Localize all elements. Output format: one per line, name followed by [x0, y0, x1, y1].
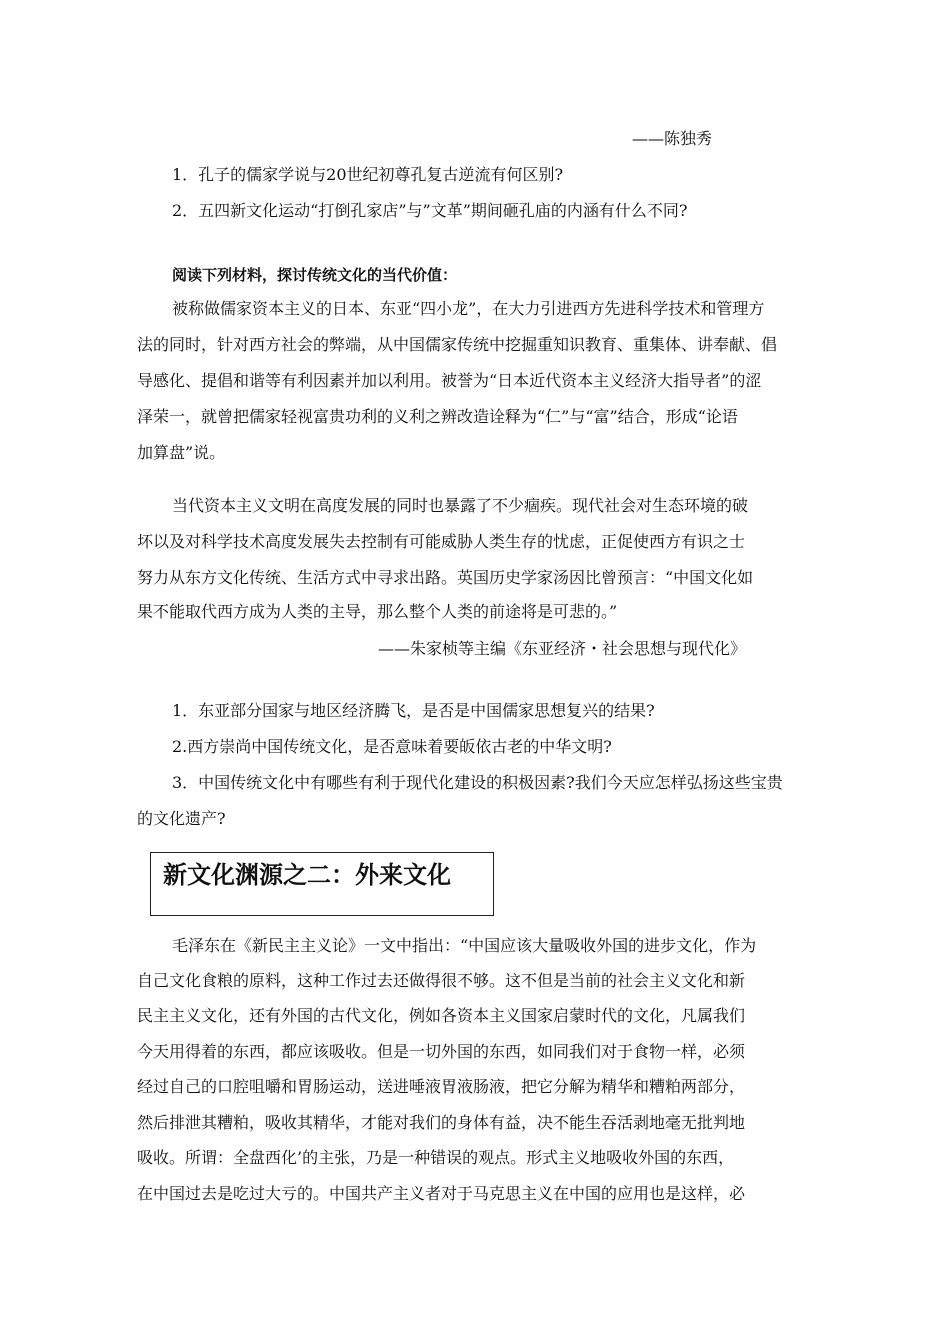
attribution-zhu-jiazhen: ——朱家桢等主编《东亚经济・社会思想与现代化》	[378, 639, 747, 658]
paragraph-line: 果不能取代西方成为人类的主导，那么整个人类的前途将是可悲的。”	[137, 602, 618, 621]
paragraph-line: 自己文化食粮的原料，这种工作过去还做得很不够。这不但是当前的社会主义文化和新	[137, 971, 746, 990]
question-2-3: 3．中国传统文化中有哪些有利于现代化建设的积极因素?我们今天应怎样弘扬这些宝贵	[172, 773, 783, 792]
question-2-1: 1．东亚部分国家与地区经济腾飞，是否是中国儒家思想复兴的结果?	[172, 701, 655, 720]
paragraph-line: 民主主义文化，还有外国的古代文化，例如各资本主义国家启蒙时代的文化，凡属我们	[137, 1006, 746, 1025]
paragraph-line: 加算盘”说。	[137, 443, 226, 462]
question-1-2: 2．五四新文化运动“打倒孔家店”与”文革”期间砸孔庙的内涵有什么不同?	[172, 201, 688, 220]
section-heading-box	[150, 852, 494, 916]
question-1-1: 1．孔子的儒家学说与20世纪初尊孔复古逆流有何区别?	[172, 165, 564, 184]
question-2-2: 2.西方崇尚中国传统文化，是否意味着要皈依古老的中华文明?	[172, 737, 612, 756]
question-2-3-cont: 的文化遗产?	[137, 809, 226, 828]
paragraph-line: 毛泽东在《新民主主义论》一文中指出：“中国应该大量吸收外国的进步文化，作为	[172, 936, 757, 955]
paragraph-line: 努力从东方文化传统、生活方式中寻求出路。英国历史学家汤因比曾预言：“中国文化如	[137, 568, 754, 587]
paragraph-line: 坏以及对科学技术高度发展失去控制有可能威胁人类生存的忧虑，正促使西方有识之士	[137, 532, 746, 551]
paragraph-line: 吸收。所谓：全盘西化’的主张，乃是一种错误的观点。形式主义地吸收外国的东西，	[137, 1148, 735, 1167]
paragraph-line: 今天用得着的东西，都应该吸收。但是一切外国的东西，如同我们对于食物一样，必须	[137, 1042, 746, 1061]
paragraph-line: 被称做儒家资本主义的日本、东亚“四小龙”，在大力引进西方先进科学技术和管理方	[172, 299, 765, 318]
paragraph-line: 在中国过去是吃过大亏的。中国共产主义者对于马克思主义在中国的应用也是这样，必	[137, 1184, 746, 1203]
paragraph-line: 当代资本主义文明在高度发展的同时也暴露了不少痼疾。现代社会对生态环境的破	[172, 496, 749, 515]
paragraph-line: 法的同时，针对西方社会的弊端，从中国儒家传统中挖掘重知识教育、重集体、讲奉献、倡	[137, 335, 778, 354]
paragraph-line: 然后排泄其糟粕，吸收其精华，才能对我们的身体有益，决不能生吞活剥地毫无批判地	[137, 1113, 746, 1132]
paragraph-line: 经过自己的口腔咀嚼和胃肠运动，送进唾液胃液肠液，把它分解为精华和糟粕两部分，	[137, 1077, 746, 1096]
section-title-reading: 阅读下列材料，探讨传统文化的当代价值：	[172, 266, 458, 284]
attribution-chen-duxiu: ——陈独秀	[632, 129, 713, 148]
paragraph-line: 导感化、提倡和谐等有利因素并加以利用。被誉为“日本近代资本主义经济大指导者”的涩	[137, 371, 762, 390]
paragraph-line: 泽荣一，就曾把儒家轻视富贵功利的义利之辨改造诠释为“仁”与“富”结合，形成“论语	[137, 407, 738, 426]
section-heading: 新文化渊源之二：外来文化	[163, 861, 451, 889]
